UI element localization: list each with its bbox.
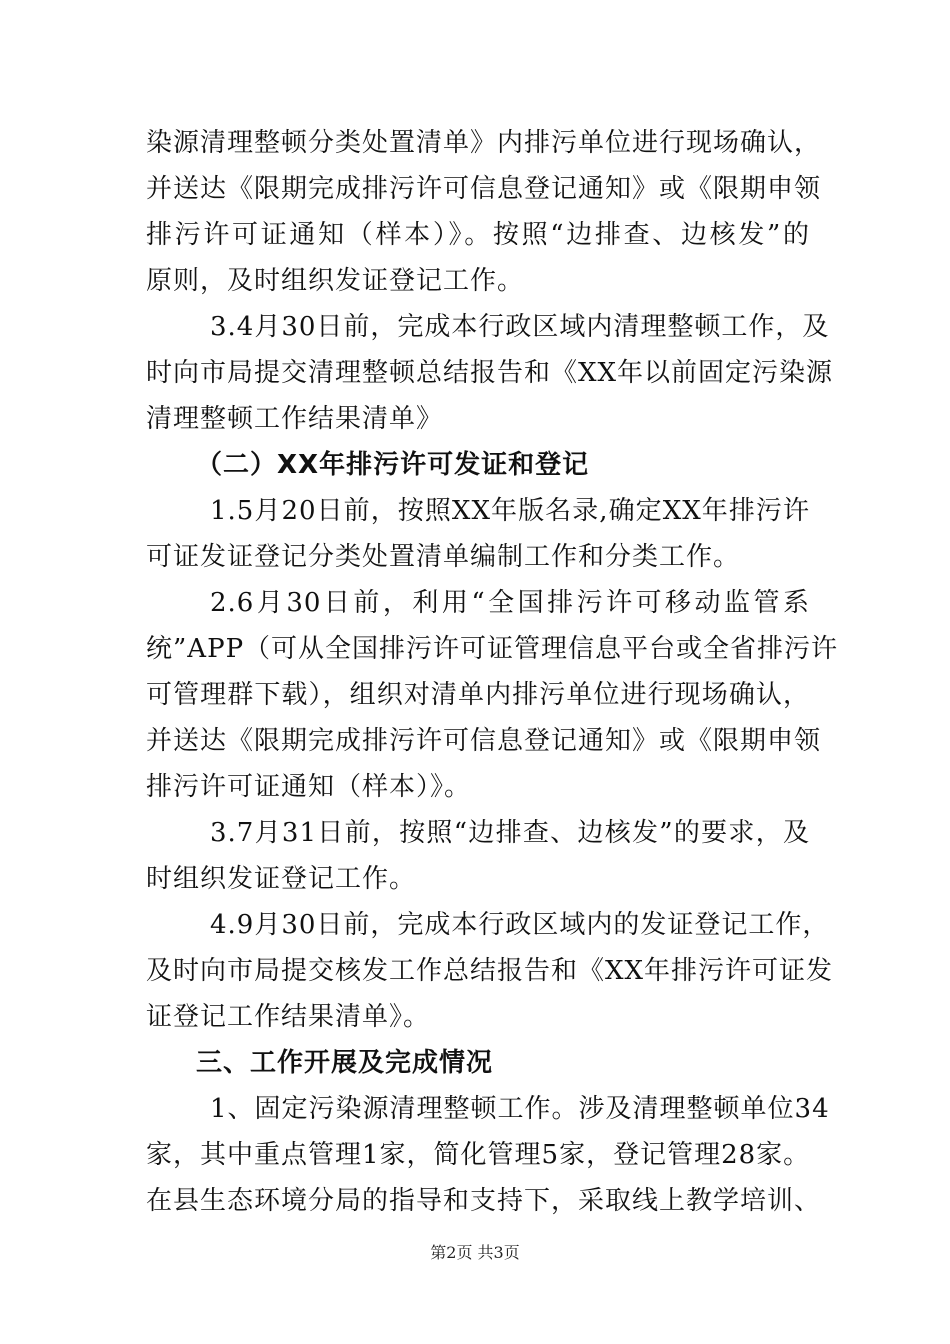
text-line: 1.5月20日前，按照XX年版名录,确定XX年排污许 (210, 496, 810, 526)
text-line: 3.4月30日前，完成本行政区域内清理整顿工作，及 (210, 312, 830, 342)
text-line: 染源清理整顿分类处置清单》内排污单位进行现场确认， (146, 128, 822, 158)
text-line: 家，其中重点管理1家，简化管理5家，登记管理28家。 (146, 1140, 811, 1170)
text-line: 并送达《限期完成排污许可信息登记通知》或《限期申领 (146, 174, 822, 204)
section-heading: 三、工作开展及完成情况 (196, 1048, 494, 1078)
text-line: 可证发证登记分类处置清单编制工作和分类工作。 (146, 542, 741, 572)
text-line: 在县生态环境分局的指导和支持下，采取线上教学培训、 (146, 1186, 822, 1216)
text-line: 并送达《限期完成排污许可信息登记通知》或《限期申领 (146, 726, 822, 756)
text-line: 3.7月31日前，按照“边排查、边核发”的要求，及 (210, 818, 810, 848)
text-line: 1、固定污染源清理整顿工作。涉及清理整顿单位34 (210, 1094, 830, 1124)
page-footer: 第2页 共3页 (430, 1243, 520, 1262)
text-line: 时向市局提交清理整顿总结报告和《XX年以前固定污染源 (146, 358, 834, 388)
text-line: 统”APP（可从全国排污许可证管理信息平台或全省排污许 (146, 634, 839, 664)
text-line: 原则，及时组织发证登记工作。 (146, 266, 525, 296)
text-line: 2.6月30日前，利用“全国排污许可移动监管系 (210, 588, 810, 618)
text-line: 及时向市局提交核发工作总结报告和《XX年排污许可证发 (146, 956, 834, 986)
document-body (146, 120, 839, 1224)
text-line: 排污许可证通知（样本）》。按照“边排查、边核发”的 (146, 220, 810, 250)
text-line: 可管理群下载），组织对清单内排污单位进行现场确认， (146, 680, 810, 710)
text-line: 时组织发证登记工作。 (146, 864, 417, 894)
text-line: 证登记工作结果清单》。 (146, 1002, 431, 1032)
section-heading: （二）XX年排污许可发证和登记 (196, 450, 590, 480)
text-line: 清理整顿工作结果清单》 (146, 404, 444, 434)
text-line: 4.9月30日前，完成本行政区域内的发证登记工作， (210, 910, 830, 940)
text-line: 排污许可证通知（样本）》。 (146, 772, 472, 802)
